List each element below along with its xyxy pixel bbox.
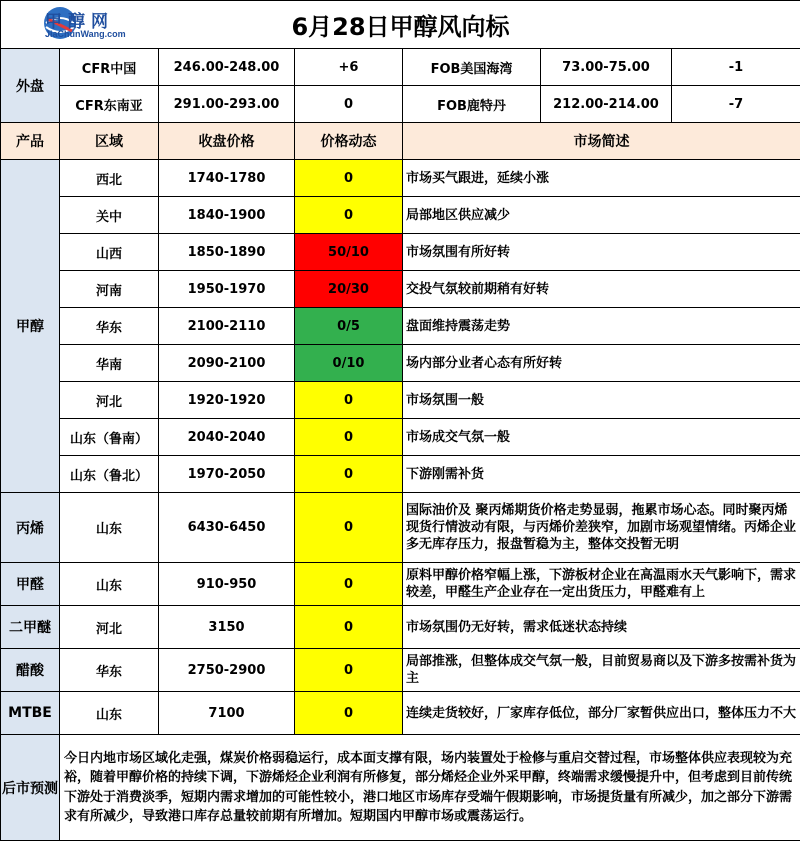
header-product: 产品 — [1, 123, 60, 160]
region: 山东 — [60, 493, 159, 563]
external-change: 0 — [295, 86, 403, 123]
methanol-row — [1, 197, 800, 234]
market-desc: 市场买气跟进，延续小涨 — [403, 160, 800, 197]
price-change: 20/30 — [295, 271, 403, 308]
close-price: 2100-2110 — [159, 308, 295, 345]
close-price: 2040-2040 — [159, 419, 295, 456]
logo — [5, 5, 126, 45]
close-price: 3150 — [159, 606, 295, 649]
header-region: 区域 — [60, 123, 159, 160]
market-desc: 国际油价及 聚丙烯期货价格走势显弱，拖累市场心态。同时聚丙烯现货行情波动有限，与丙烯价差狭窄，加剧市场观望情绪。丙烯企业多无库存压力，报盘暂稳为主，整体交投暂无明 — [403, 493, 800, 563]
external-name: CFR中国 — [60, 49, 159, 86]
market-desc: 连续走货较好，厂家库存低位，部分厂家暂供应出口，整体压力不大 — [403, 692, 800, 735]
region: 华东 — [60, 649, 159, 692]
price-change: 0 — [295, 563, 403, 606]
forecast-row — [1, 735, 800, 841]
external-change: -7 — [672, 86, 800, 123]
product-row — [1, 606, 800, 649]
header-price-change: 价格动态 — [295, 123, 403, 160]
price-change: 0/10 — [295, 345, 403, 382]
price-change: 0 — [295, 382, 403, 419]
price-change: 0 — [295, 197, 403, 234]
close-price: 1950-1970 — [159, 271, 295, 308]
header-row — [1, 123, 800, 160]
external-label: 外盘 — [1, 49, 60, 123]
title-cell — [1, 1, 800, 49]
market-desc: 场内部分业者心态有所好转 — [403, 345, 800, 382]
methanol-row — [1, 234, 800, 271]
price-change: 0 — [295, 419, 403, 456]
external-name: FOB鹿特丹 — [403, 86, 541, 123]
methanol-row — [1, 456, 800, 493]
market-desc: 交投气氛较前期稍有好转 — [403, 271, 800, 308]
region: 华南 — [60, 345, 159, 382]
page-title: 6月28日甲醇风向标 — [291, 13, 510, 41]
region: 山东（鲁北） — [60, 456, 159, 493]
external-row — [1, 86, 800, 123]
forecast-label: 后市预测 — [1, 735, 60, 841]
close-price: 2090-2100 — [159, 345, 295, 382]
price-change: 0 — [295, 606, 403, 649]
market-desc: 盘面维持震荡走势 — [403, 308, 800, 345]
logo-url: JiaChunWang.com — [45, 29, 126, 39]
external-change: +6 — [295, 49, 403, 86]
close-price: 910-950 — [159, 563, 295, 606]
market-desc: 市场氛围有所好转 — [403, 234, 800, 271]
price-change: 0 — [295, 456, 403, 493]
product-label: MTBE — [1, 692, 60, 735]
methanol-row — [1, 160, 800, 197]
close-price: 7100 — [159, 692, 295, 735]
region: 山东 — [60, 563, 159, 606]
product-row — [1, 493, 800, 563]
external-price: 73.00-75.00 — [541, 49, 672, 86]
methanol-row — [1, 345, 800, 382]
region: 关中 — [60, 197, 159, 234]
region: 山西 — [60, 234, 159, 271]
external-change: -1 — [672, 49, 800, 86]
external-price: 246.00-248.00 — [159, 49, 295, 86]
region: 河南 — [60, 271, 159, 308]
external-price: 291.00-293.00 — [159, 86, 295, 123]
close-price: 1840-1900 — [159, 197, 295, 234]
header-close-price: 收盘价格 — [159, 123, 295, 160]
forecast-text: 今日内地市场区域化走强，煤炭价格弱稳运行，成本面支撑有限，场内装置处于检修与重启交替过程，市场整体供应表现较为充裕，随着甲醇价格的持续下调，下游烯烃企业利润有所修复，部分烯烃企业外采甲醇，终端需求缓慢提升中，但考虑到目前传统下游处于消费淡季，短期内需求增加的可能性较小，港口地区市场库存受端午假期影响，市场提货量有所减少，加之部分下游需求有所减少，导致港口库存总量较前期有所增加。短期国内甲醇市场或震荡运行。 — [60, 735, 800, 841]
region: 华东 — [60, 308, 159, 345]
product-label: 醋酸 — [1, 649, 60, 692]
product-row — [1, 692, 800, 735]
market-desc: 原料甲醇价格窄幅上涨，下游板材企业在高温雨水天气影响下，需求较差，甲醛生产企业存在一定出货压力，甲醛难有上 — [403, 563, 800, 606]
product-row — [1, 649, 800, 692]
methanol-row — [1, 308, 800, 345]
close-price: 2750-2900 — [159, 649, 295, 692]
price-change: 50/10 — [295, 234, 403, 271]
product-label: 甲醇 — [1, 160, 60, 493]
price-change: 0 — [295, 493, 403, 563]
price-change: 0 — [295, 692, 403, 735]
market-desc: 市场氛围一般 — [403, 382, 800, 419]
methanol-row — [1, 271, 800, 308]
region: 西北 — [60, 160, 159, 197]
close-price: 1920-1920 — [159, 382, 295, 419]
close-price: 1970-2050 — [159, 456, 295, 493]
price-change: 0/5 — [295, 308, 403, 345]
market-desc: 市场成交气氛一般 — [403, 419, 800, 456]
external-name: FOB美国海湾 — [403, 49, 541, 86]
external-price: 212.00-214.00 — [541, 86, 672, 123]
header-market-desc: 市场简述 — [403, 123, 800, 160]
close-price: 1740-1780 — [159, 160, 295, 197]
region: 山东（鲁南） — [60, 419, 159, 456]
region: 山东 — [60, 692, 159, 735]
external-row — [1, 49, 800, 86]
close-price: 1850-1890 — [159, 234, 295, 271]
price-change: 0 — [295, 160, 403, 197]
market-desc: 局部地区供应减少 — [403, 197, 800, 234]
close-price: 6430-6450 — [159, 493, 295, 563]
product-label: 二甲醚 — [1, 606, 60, 649]
logo-text: 甲醇网 — [45, 12, 114, 32]
region: 河北 — [60, 606, 159, 649]
methanol-row — [1, 382, 800, 419]
region: 河北 — [60, 382, 159, 419]
product-label: 甲醛 — [1, 563, 60, 606]
product-label: 丙烯 — [1, 493, 60, 563]
market-desc: 市场氛围仍无好转，需求低迷状态持续 — [403, 606, 800, 649]
market-desc: 局部推涨，但整体成交气氛一般，目前贸易商以及下游多按需补货为主 — [403, 649, 800, 692]
methanol-row — [1, 419, 800, 456]
external-name: CFR东南亚 — [60, 86, 159, 123]
price-change: 0 — [295, 649, 403, 692]
product-row — [1, 563, 800, 606]
market-desc: 下游刚需补货 — [403, 456, 800, 493]
